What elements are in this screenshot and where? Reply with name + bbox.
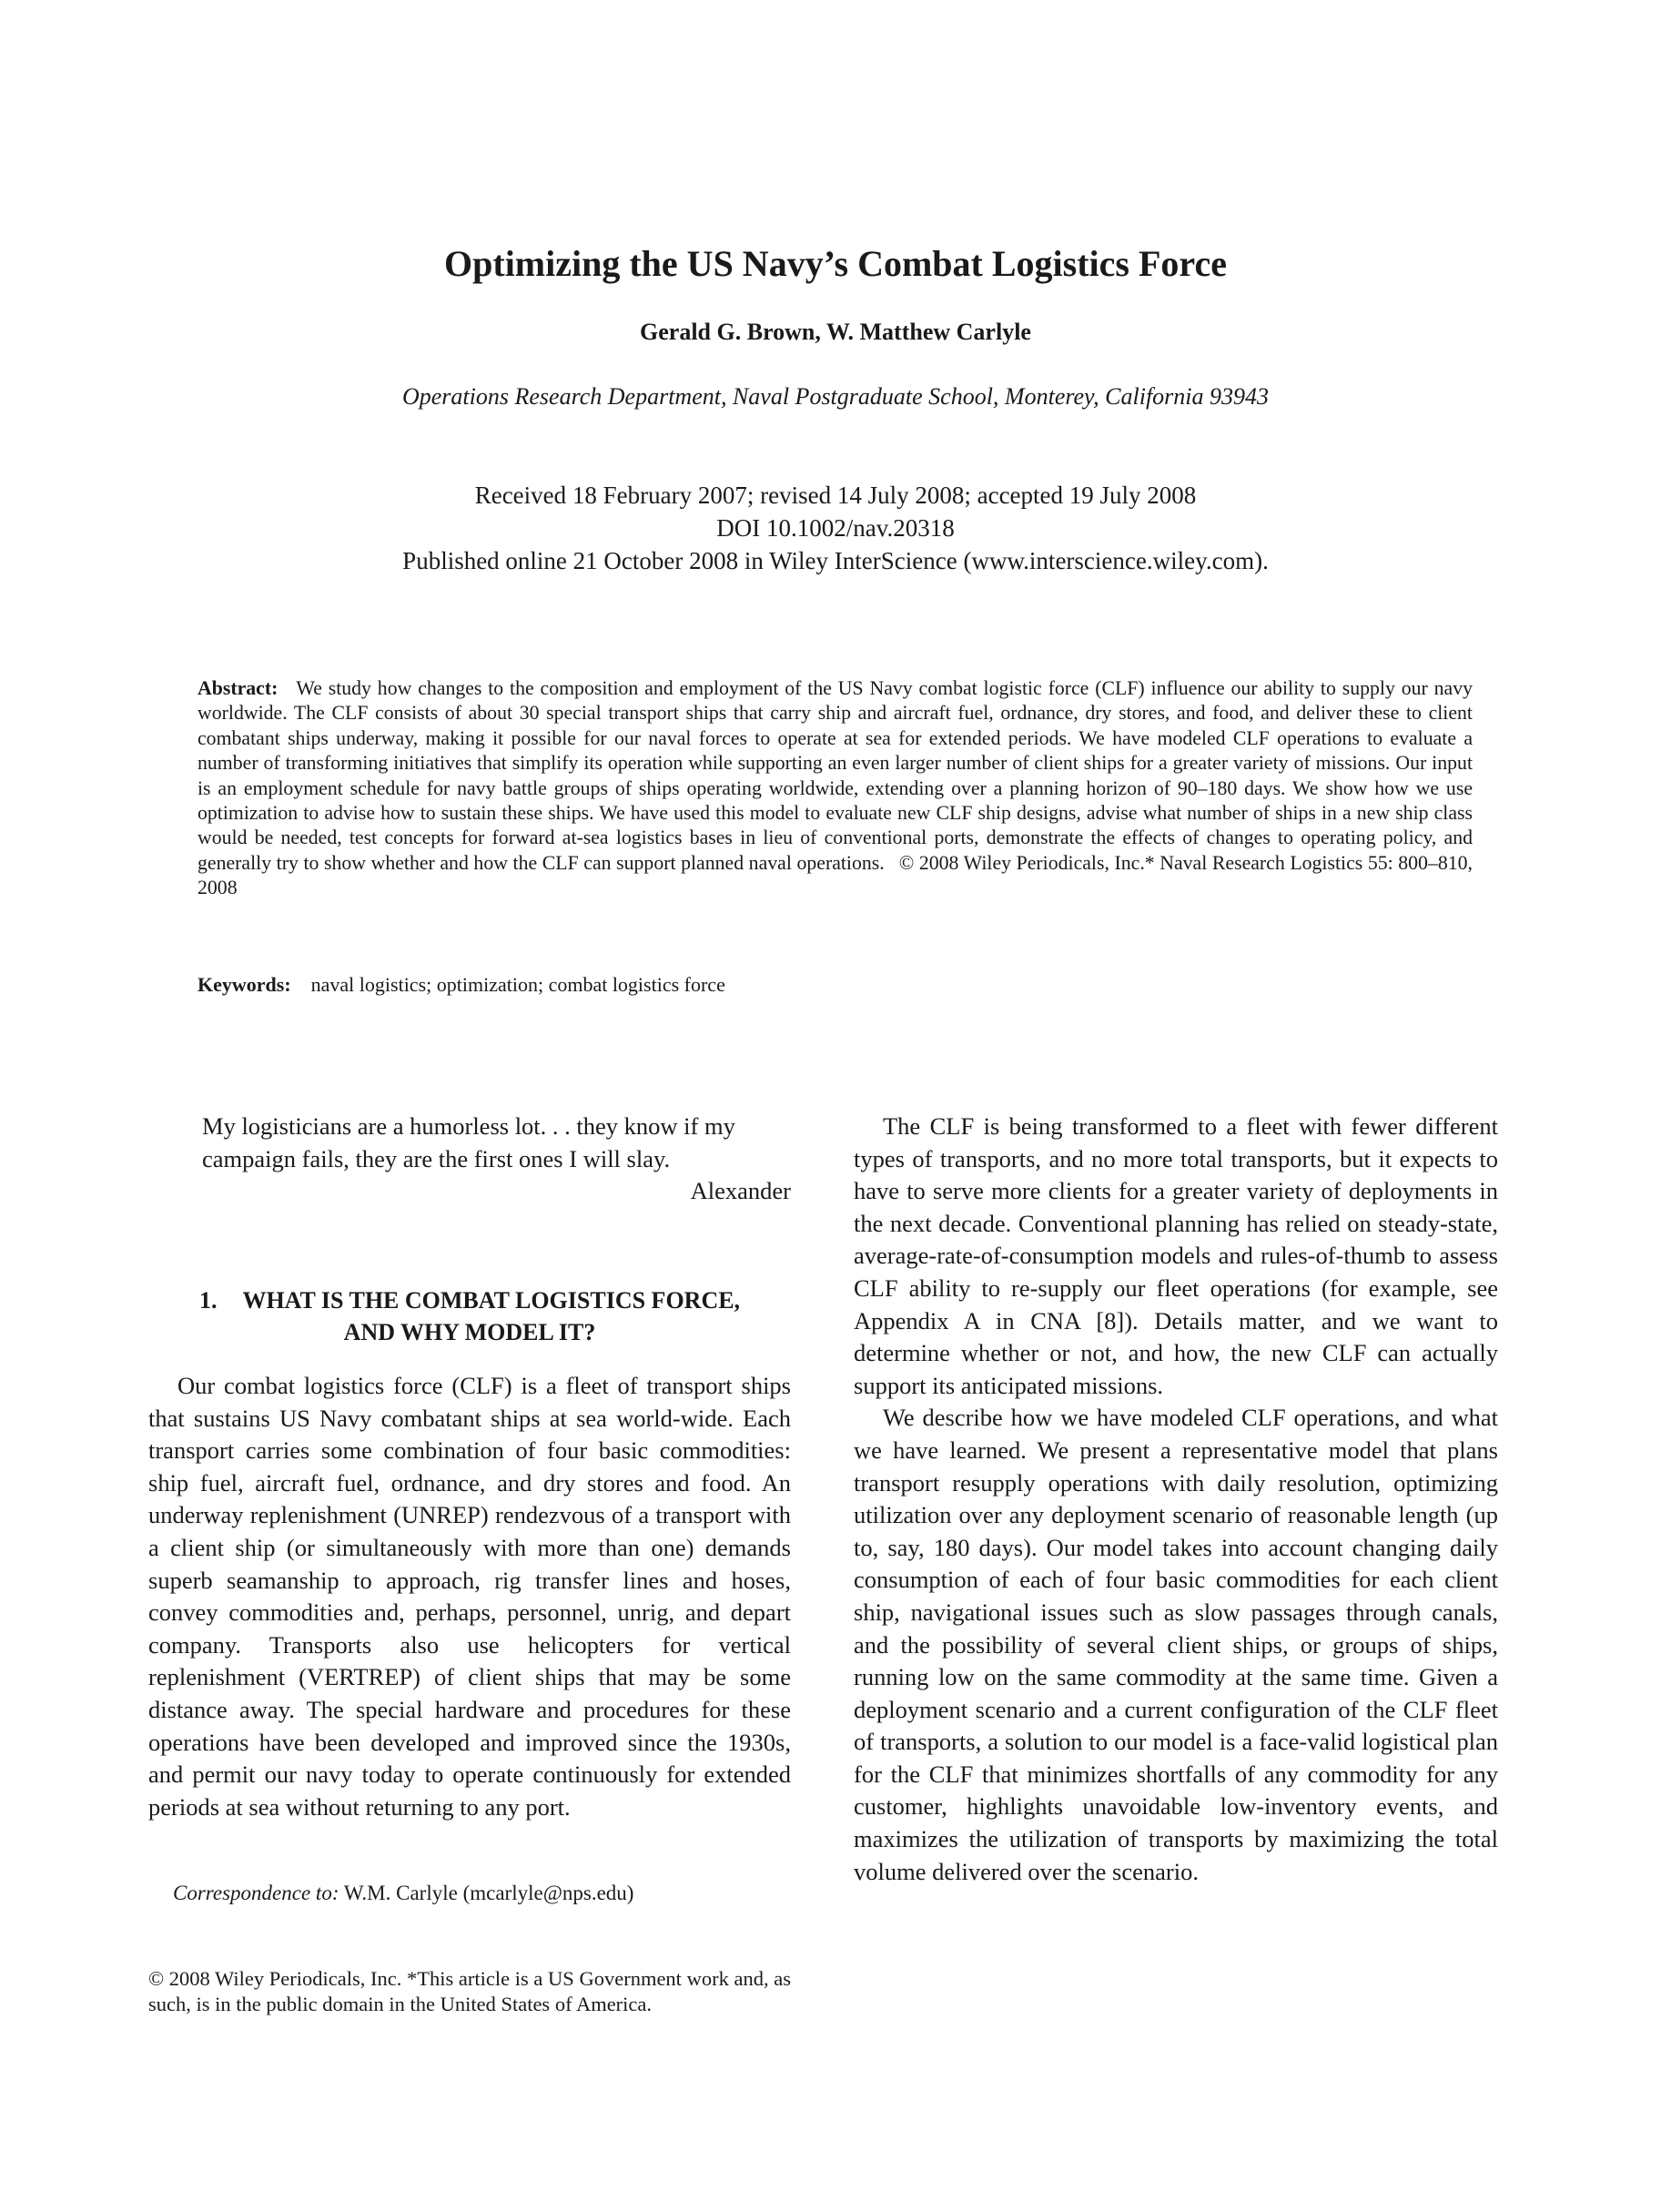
abstract: [197, 676, 1473, 901]
section1-paragraph: Our combat logistics force (CLF) is a fleet of transport ships that sustains US Navy combatant ships at sea world-wide. Each transport carries some combination of four basic commodities: ship fuel, aircraft fuel, ordnance, and dry stores and food. An underway replenishment (UNREP) rendezvous of a transport with a client ship (or simultaneously with more than one) demands superb seamanship to approach, rig transfer lines and hoses, convey commodities and, perhaps, personnel, unrig, and depart company. Transports also use helicopters for vertical replenishment (VERTREP) of client ships that may be some distance away. The special hardware and procedures for these operations have been developed and improved since the 1930s, and permit our navy today to operate continuously for extended periods at sea without returning to any port.: [148, 1372, 791, 1821]
article-title: Optimizing the US Navy’s Combat Logistics Force: [444, 243, 1227, 284]
author-affiliation: Operations Research Department, Naval Postgraduate School, Monterey, California 93943: [401, 383, 1270, 410]
doi: DOI 10.1002/nav.20318: [716, 514, 955, 542]
section-heading: [148, 1284, 791, 1348]
correspondence-text: W.M. Carlyle (mcarlyle@nps.edu): [343, 1882, 634, 1904]
right-column-body: [854, 1111, 1498, 1888]
right-paragraph-1: The CLF is being transformed to a fleet with fewer different types of transports, and no more total transports, but it expects to have to serve more clients for a greater variety of deployments in the next decade. Conventional planning has relied on steady-state, average-rate-of-consumption models and rules-of-thumb to assess CLF ability to re-supply our fleet operations (for example, see Appendix A in CNA [8]). Details matter, and we want to determine whether or not, and how, the new CLF can actually support its anticipated missions.: [854, 1112, 1498, 1399]
keywords-text: naval logistics; optimization; combat logistics force: [310, 973, 725, 996]
epigraph-attribution: Alexander: [690, 1177, 791, 1205]
publication-info: [0, 479, 1671, 577]
section-number: 1.: [198, 1287, 218, 1314]
correspondence: [173, 1880, 791, 1907]
right-paragraph-2: We describe how we have modeled CLF operations, and what we have learned. We present a representative model that plans transport resupply operations with daily resolution, optimizing utilization over any deployment scenario of reasonable length (up to, say, 180 days). Our model takes into account changing daily consumption of each of four basic commodities for each client ship, navigational issues such as slow passages through canals, and the possibility of several client ships, or groups of ships, running low on the same commodity at the same time. Given a deployment scenario and a current configuration of the CLF fleet of transports, a solution to our model is a face-valid logistical plan for the CLF that minimizes shortfalls of any commodity for any customer, highlights unavoidable low-inventory events, and maximizes the utilization of transports by maximizing the total volume delivered over the scenario.: [854, 1404, 1498, 1885]
received-dates: Received 18 February 2007; revised 14 July 2008; accepted 19 July 2008: [474, 482, 1197, 509]
article-authors: Gerald G. Brown, W. Matthew Carlyle: [640, 319, 1031, 345]
section-title-line1: WHAT IS THE COMBAT LOGISTICS FORCE,: [242, 1287, 741, 1314]
keywords-label: Keywords:: [197, 973, 291, 996]
abstract-label: Abstract:: [197, 677, 278, 699]
copyright-footnote: © 2008 Wiley Periodicals, Inc. *This article is a US Government work and, as such, is in the public domain in the United States of America.: [148, 1967, 791, 2015]
left-column-body: [148, 1370, 791, 1823]
section-title-line2: AND WHY MODEL IT?: [343, 1319, 596, 1345]
epigraph-quote: My logisticians are a humorless lot. . . they know if my campaign fails, they are the first ones I will slay.: [202, 1112, 735, 1172]
keywords: [197, 972, 1473, 998]
abstract-copyright: © 2008 Wiley Periodicals, Inc.* Naval Research Logistics 55: 800–810, 2008: [197, 851, 1473, 899]
correspondence-label: Correspondence to:: [173, 1882, 339, 1904]
abstract-text: We study how changes to the composition and employment of the US Navy combat logistic force (CLF) influence our ability to supply our navy worldwide. The CLF consists of about 30 special transport ships that carry ship and aircraft fuel, ordnance, dry stores, and food, and deliver these to client combatant ships underway, making it possible for our naval forces to operate at sea for extended periods. We have modeled CLF operations to evaluate a number of transforming initiatives that simplify its operation while supporting an even larger number of client ships for a greater variety of missions. Our input is an employment schedule for navy battle groups of ships operating worldwide, extending over a planning horizon of 90–180 days. We show how we use optimization to advise how to sustain these ships. We have used this model to evaluate new CLF ship designs, advise what number of ships in a new ship class would be needed, test concepts for forward at-sea logistics bases in lieu of conventional ports, demonstrate the effects of changes to operating policy, and generally try to show whether and how the CLF can support planned naval operations.: [197, 677, 1473, 874]
epigraph: [202, 1111, 791, 1208]
published-online: Published online 21 October 2008 in Wiley InterScience (www.interscience.wiley.com).: [402, 547, 1269, 574]
